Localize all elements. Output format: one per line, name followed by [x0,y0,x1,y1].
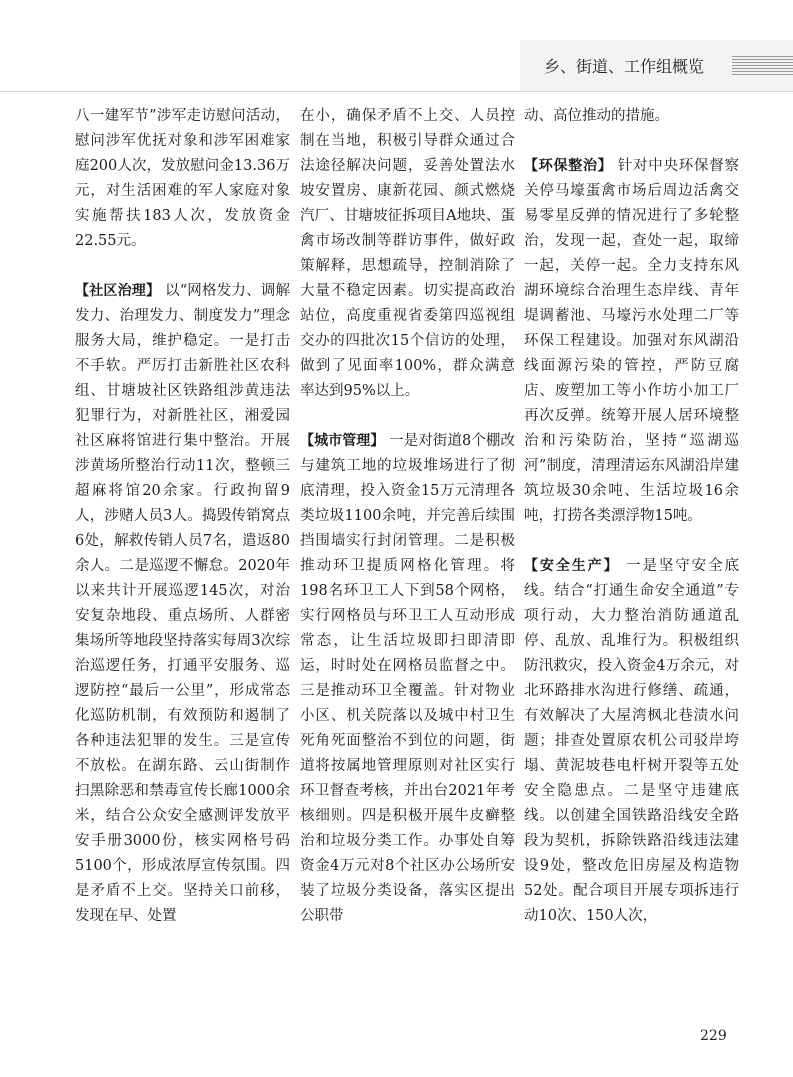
paragraph-text: 动、高位推动的措施。 [524,108,669,124]
paragraph [524,554,739,929]
paragraph-text: 一是坚守安全底线。结合“打通生命安全通道”专项行动，大力整治消防通道乱停、乱放、乱堆行为。积极组织防汛救灾，投入资金4万余元，对北环路排水沟进行修缮、疏通，有效解决了大屋湾枫北巷渍水问题；排查处置原农机公司驳岸垮塌、黄泥坡巷电杆树开裂等五处安全隐患点。二是坚守违建底线。以创建全国铁路沿线安全路段为契机，拆除铁路沿线违法建设9处，整改危旧房屋及构造物52处。配合项目开展专项拆违行动10次、150人次， [524,558,740,924]
paragraph-text: 八一建军节”涉军走访慰问活动，慰问涉军优抚对象和涉军困难家庭200人次，发放慰问金13.36万元，对生活困难的军人家庭对象实施帮扶183人次，发放资金22.55元。 [75,108,290,249]
paragraph-text: 针对中央环保督察关停马壕蛋禽市场后周边活禽交易零星反弹的情况进行了多轮整治，发现一起，查处一起，取缔一起，关停一起。全力支持东风湖环境综合治理生态岸线、青年堤调蓄池、马壕污水处理二厂等环保工程建设。加强对东风湖沿线面源污染的管控，严防豆腐店、废塑加工等小作坊小加工厂再次反弹。统筹开展人居环境整治和污染防治，坚持“巡湖巡河”制度，清理清运东风湖沿岸建筑垃圾30余吨、生活垃圾16余吨，打捞各类漂浮物15吨。 [524,158,739,524]
header-title: 乡、街道、工作组概览 [544,57,705,76]
running-header [0,40,793,92]
paragraph [75,104,290,254]
paragraph [300,429,515,929]
paragraph [524,104,739,129]
paragraph-text: 一是对街道8个棚改与建筑工地的垃圾堆场进行了彻底清理，投入资金15万元清理各类垃圾1100余吨，并完善后续围挡围墙实行封闭管理。二是积极推动环卫提质网格化管理。将198名环卫工人下到58个网格，实行网格员与环卫工人互动形成常态，让生活垃圾即扫即清即运，时时处在网格员监督之中。三是推动环卫全覆盖。针对物业小区、机关院落以及城中村卫生死角死面整治不到位的问题，街道将按属地管理原则对社区实行环卫督查考核，并出台2021年考核细则。四是积极开展牛皮癣整治和垃圾分类工作。办事处自筹资金4万元对8个社区办公场所安装了垃圾分类设备，落实区提出公职带 [300,433,515,924]
section-heading: 【城市管理】 [300,433,385,449]
paragraph [300,104,515,404]
header-decorative-lines [732,56,793,76]
paragraph-text: 在小，确保矛盾不上交、人员控制在当地，积极引导群众通过合法途径解决问题，妥善处置法水坡安置房、康新花园、颜式燃烧汽厂、甘塘坡征拆项目A地块、蛋禽市场改制等群访事件，做好政策解释，思想疏导，控制消除了大量不稳定因素。切实提高政治站位，高度重视省委第四巡视组交办的四批次15个信访的处理，做到了见面率100%，群众满意率达到95%以上。 [300,108,515,399]
text-column-2 [300,104,515,954]
section-heading: 【安全生产】 [524,558,620,574]
header-divider [0,91,793,92]
page-number: 229 [700,1028,727,1044]
section-heading: 【社区治理】 [75,283,161,299]
paragraph [524,154,739,529]
text-column-3 [524,104,739,954]
paragraph [75,279,290,929]
text-column-1 [75,104,290,954]
paragraph-text: 以“网格发力、调解发力、治理发力、制度发力”理念服务大局，维护稳定。一是打击不手软。严厉打击新胜社区农科组、甘塘坡社区铁路组涉黄违法犯罪行为，对新胜社区，湘爱园社区麻将馆进行集中整治。开展涉黄场所整治行动11次，整顿三超麻将馆20余家。行政拘留9人，涉赌人员3人。捣毁传销窝点6处，解救传销人员7名，遣返80余人。二是巡逻不懈怠。2020年以来共计开展巡逻145次，对治安复杂地段、重点场所、人群密集场所等地段坚持落实每周3次综治巡逻任务，打通平安服务、巡逻防控“最后一公里”，形成常态化巡防机制，有效预防和遏制了各种违法犯罪的发生。三是宣传不放松。在湖东路、云山街制作扫黑除恶和禁毒宣传长廊1000余米，结合公众安全感测评发放平安手册3000份，核实网格号码5100个，形成浓厚宣传氛围。四是矛盾不上交。坚持关口前移，发现在早、处置 [75,283,290,924]
section-heading: 【环保整治】 [524,158,613,174]
